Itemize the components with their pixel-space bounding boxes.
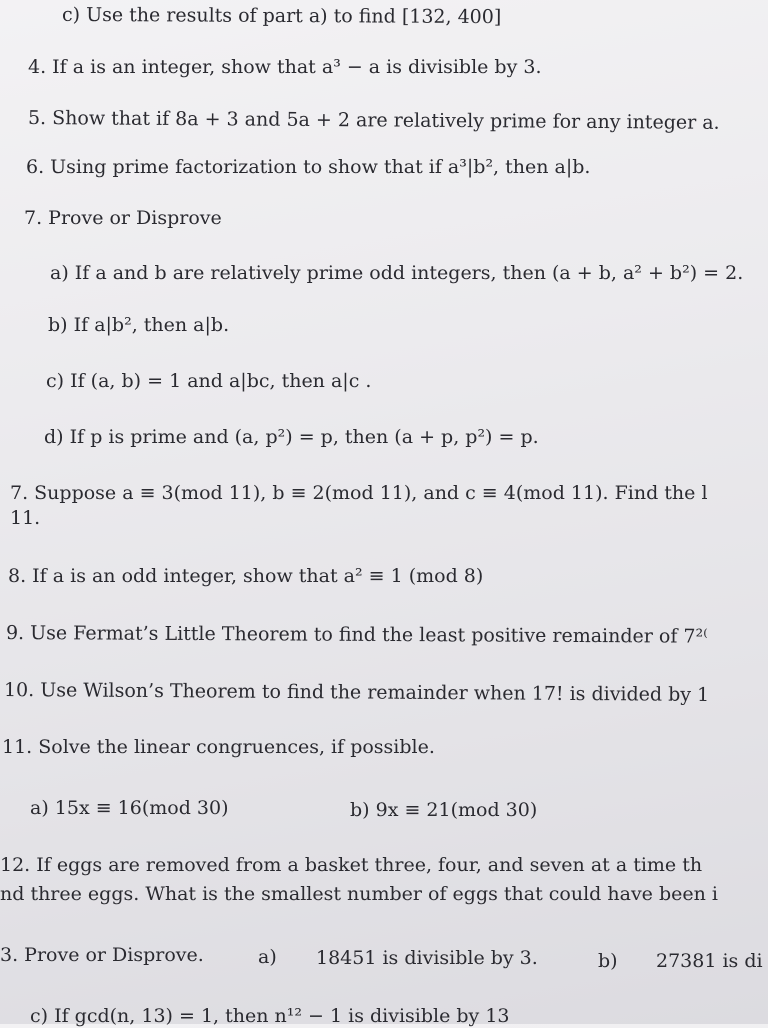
problem-11: 11. Solve the linear congruences, if possible. (2, 736, 435, 758)
problem-7-mod-cont: 11. (10, 507, 41, 529)
problem-10: 10. Use Wilson’s Theorem to find the remainder when 17! is divided by 1 (3, 679, 710, 706)
problem-11b: b) 9x ≡ 21(mod 30) (350, 799, 538, 821)
problem-7b: b) If a|b², then a|b. (48, 314, 230, 336)
problem-12: 12. If eggs are removed from a basket three, four, and seven at a time th (0, 854, 703, 876)
problem-9: 9. Use Fermat’s Little Theorem to find the least positive remainder of 7²⁽ (5, 622, 708, 648)
problem-4: 4. If a is an integer, show that a³ − a is divisible by 3. (28, 56, 542, 78)
problem-7d: d) If p is prime and (a, p²) = p, then (a + p, p²) = p. (44, 426, 539, 448)
problem-7a: a) If a and b are relatively prime odd integers, then (a + b, a² + b²) = 2. (50, 262, 744, 284)
problem-3c: c) Use the results of part a) to find [132, 400] (61, 3, 502, 29)
problem-12-cont: nd three eggs. What is the smallest number of eggs that could have been i (0, 883, 718, 905)
problem-13c: c) If gcd(n, 13) = 1, then n¹² − 1 is divisible by 13 (30, 1005, 510, 1027)
problem-13b: 27381 is di (656, 950, 763, 972)
problem-7c: c) If (a, b) = 1 and a|bc, then a|c . (46, 370, 372, 392)
problem-8: 8. If a is an odd integer, show that a² ≡ 1 (mod 8) (8, 565, 484, 587)
problem-7-mod: 7. Suppose a ≡ 3(mod 11), b ≡ 2(mod 11), and c ≡ 4(mod 11). Find the l (10, 482, 708, 504)
problem-7-heading: 7. Prove or Disprove (24, 207, 222, 229)
problem-13a-label: a) (258, 946, 277, 968)
problem-13a: 18451 is divisible by 3. (316, 947, 538, 969)
problem-6: 6. Using prime factorization to show that if a³|b², then a|b. (26, 156, 591, 178)
problem-11a: a) 15x ≡ 16(mod 30) (30, 797, 229, 819)
problem-13-heading: 3. Prove or Disprove. (0, 944, 204, 966)
problem-5: 5. Show that if 8a + 3 and 5a + 2 are relatively prime for any integer a. (27, 107, 720, 134)
problem-13b-label: b) (598, 950, 618, 972)
